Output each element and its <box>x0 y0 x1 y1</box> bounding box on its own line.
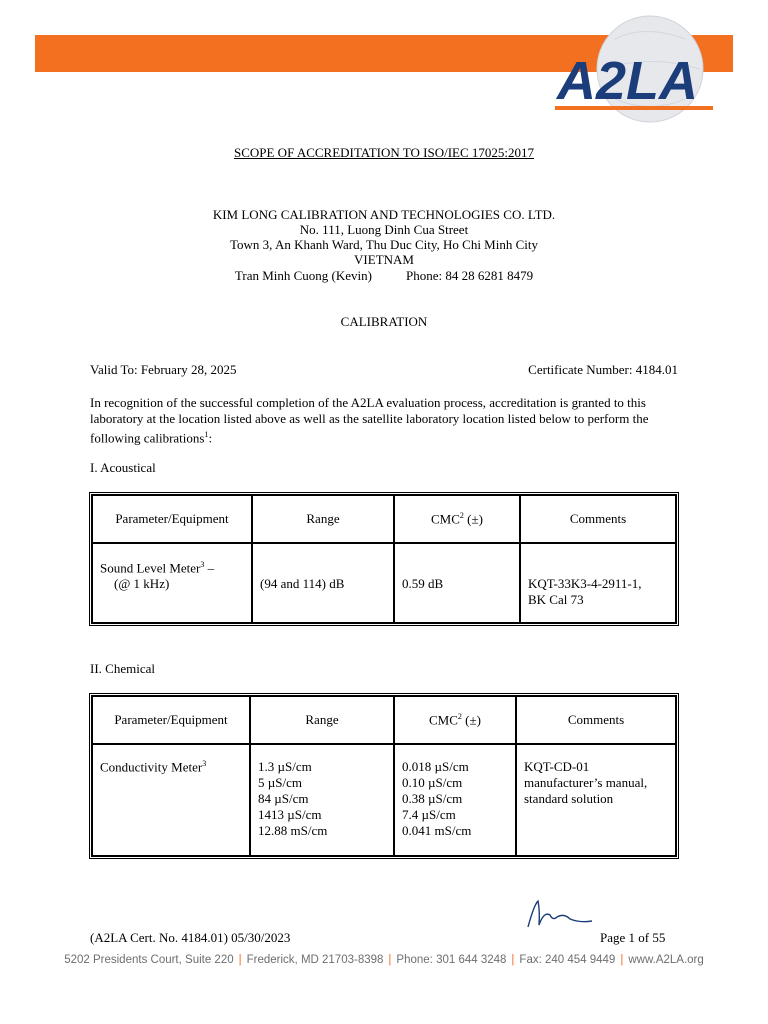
table-row <box>92 744 676 856</box>
page-number: Page 1 of 55 <box>600 930 666 945</box>
cell-parameter <box>92 744 250 856</box>
param-name: Conductivity Meter <box>100 759 203 775</box>
range-value: 1.3 µS/cm <box>258 759 312 774</box>
cell-range <box>250 744 394 856</box>
intro-text: In recognition of the successful completion of the A2LA evaluation process, accreditation is granted to this laboratory at the location listed above as well as the satellite laboratory location listed below to perform the following calibrations <box>90 395 649 446</box>
logo-text: A2LA <box>557 51 699 111</box>
lab-address-line2: Town 3, An Khanh Ward, Thu Duc City, Ho Chi Minh City <box>230 237 538 252</box>
range-value: 84 µS/cm <box>258 791 309 806</box>
separator: | <box>511 954 515 966</box>
cell-comments <box>520 543 676 623</box>
col-header-range: Range <box>250 696 394 744</box>
col-header-range: Range <box>252 495 394 543</box>
comment-line: KQT-CD-01 <box>524 759 590 774</box>
param-dash: – <box>204 560 215 576</box>
comment-line: BK Cal 73 <box>528 592 584 607</box>
table-row <box>92 543 676 623</box>
cell-cmc: 0.59 dB <box>394 543 520 623</box>
col-header-comments: Comments <box>520 495 676 543</box>
range-value: 1413 µS/cm <box>258 807 322 822</box>
lab-name: KIM LONG CALIBRATION AND TECHNOLOGIES CO. LTD. <box>212 207 556 222</box>
comment-line: KQT-33K3-4-2911-1, <box>528 576 642 591</box>
comment-line: standard solution <box>524 791 614 806</box>
footer-address <box>0 954 768 966</box>
valid-to: Valid To: February 28, 2025 <box>90 362 237 377</box>
cmc-suffix: (±) <box>463 511 483 527</box>
section-heading-acoustical: I. Acoustical <box>90 460 156 475</box>
range-value: 5 µS/cm <box>258 775 302 790</box>
acoustical-table <box>89 492 679 626</box>
cmc-suffix: (±) <box>461 712 481 728</box>
col-header-comments: Comments <box>516 696 676 744</box>
intro-end: : <box>208 430 213 446</box>
cmc-label: CMC <box>429 712 458 728</box>
cmc-value: 0.10 µS/cm <box>402 775 463 790</box>
param-footnote: 3 <box>202 759 207 768</box>
chemical-table <box>89 693 679 859</box>
cell-range: (94 and 114) dB <box>252 543 394 623</box>
separator: | <box>620 954 624 966</box>
cmc-value: 0.041 mS/cm <box>402 823 472 838</box>
cell-cmc <box>394 744 516 856</box>
address-website[interactable]: www.A2LA.org <box>628 954 704 966</box>
cmc-value: 7.4 µS/cm <box>402 807 456 822</box>
footer-cert: (A2LA Cert. No. 4184.01) 05/30/2023 <box>90 930 291 945</box>
cell-comments <box>516 744 676 856</box>
lab-contact-line <box>0 268 768 284</box>
table-header-row <box>92 696 676 744</box>
range-value: 12.88 mS/cm <box>258 823 328 838</box>
page-title: SCOPE OF ACCREDITATION TO ISO/IEC 17025:2017 <box>233 145 535 160</box>
lab-country: VIETNAM <box>354 252 414 267</box>
a2la-logo <box>555 14 715 126</box>
col-header-parameter: Parameter/Equipment <box>92 495 252 543</box>
intro-footnote: 1 <box>204 430 209 439</box>
comment-line: manufacturer’s manual, <box>524 775 648 790</box>
section-heading-chemical: II. Chemical <box>90 661 155 676</box>
cmc-value: 0.018 µS/cm <box>402 759 469 774</box>
cmc-label: CMC <box>431 511 460 527</box>
separator: | <box>238 954 242 966</box>
address-phone: Phone: 301 644 3248 <box>396 954 507 966</box>
address-city: Frederick, MD 21703-8398 <box>246 954 384 966</box>
col-header-cmc <box>394 495 520 543</box>
contact-name: Tran Minh Cuong (Kevin) <box>234 268 372 283</box>
signature <box>524 897 594 931</box>
address-fax: Fax: 240 454 9449 <box>519 954 616 966</box>
col-header-parameter: Parameter/Equipment <box>92 696 250 744</box>
cmc-footnote: 2 <box>459 510 464 520</box>
contact-phone: Phone: 84 28 6281 8479 <box>405 268 534 283</box>
param-footnote: 3 <box>200 560 205 569</box>
separator: | <box>388 954 392 966</box>
cmc-value: 0.38 µS/cm <box>402 791 463 806</box>
intro-paragraph <box>90 395 682 446</box>
param-name: Sound Level Meter <box>100 560 201 576</box>
cmc-footnote: 2 <box>457 711 462 721</box>
cell-parameter <box>92 543 252 623</box>
param-condition: (@ 1 kHz) <box>114 576 170 592</box>
lab-address-line1: No. 111, Luong Dinh Cua Street <box>299 222 469 237</box>
certificate-number: Certificate Number: 4184.01 <box>528 362 678 377</box>
col-header-cmc <box>394 696 516 744</box>
table-header-row <box>92 495 676 543</box>
discipline-heading: CALIBRATION <box>340 314 428 329</box>
address-street: 5202 Presidents Court, Suite 220 <box>64 954 234 966</box>
